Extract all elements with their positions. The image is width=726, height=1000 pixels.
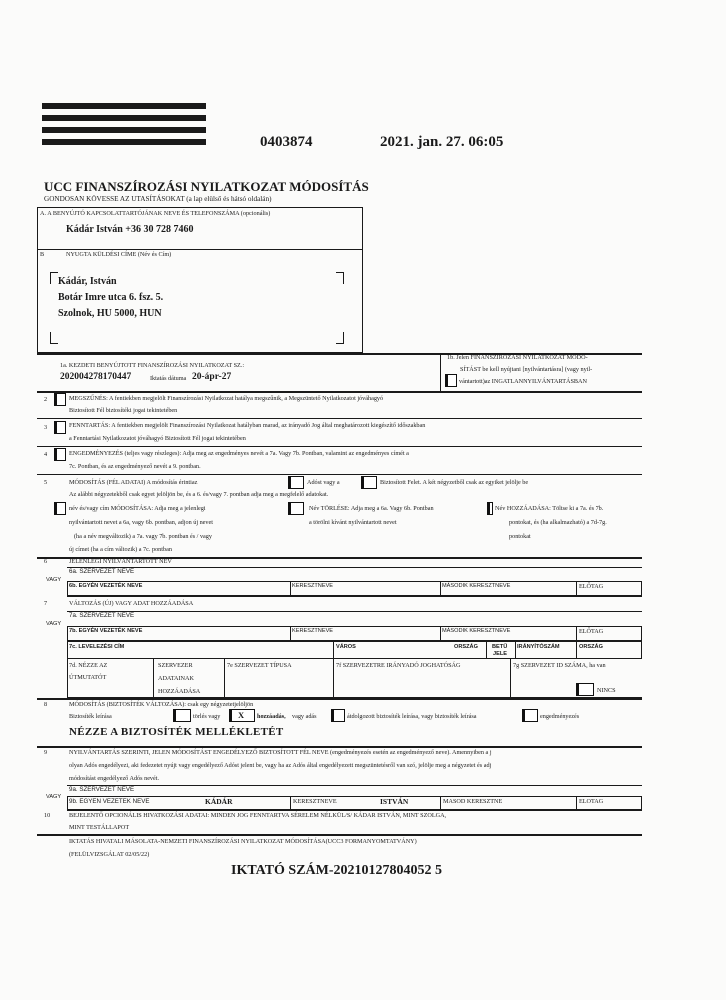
assignment-checkbox[interactable] — [54, 448, 66, 461]
sec-3-num: 3 — [44, 424, 48, 431]
initial-statement-number[interactable]: 202004278170447 — [60, 372, 132, 382]
sec-9-line3: módosítást engedélyező Adós nevét. — [69, 775, 160, 782]
debtor-label: Adóst vagy a — [307, 479, 340, 486]
sec-8-title: MÓDOSÍTÁS (BIZTOSÍTÉK VÁLTOZÁSA): csak egy négyzetetjelöljön — [69, 701, 254, 708]
redaction-bar — [42, 127, 206, 133]
sec-6b-label: 6b. EGYÉN VEZETÉK NEVE — [69, 583, 143, 589]
sec-5-col2-line1: Név TÖRLÉSE: Adja meg a 6a. Vagy 6b. Pontban — [309, 505, 434, 512]
collateral-add-mark: X — [238, 710, 245, 720]
collateral-restate-checkbox[interactable] — [331, 709, 345, 722]
change-name-address-checkbox[interactable] — [54, 502, 66, 515]
sec-7b-label: 7b. EGYÉN VEZETÉK NEVE — [69, 628, 143, 634]
secured-party-label: Biztosított Felet. A két négyzetből csak az egyiket jelölje be — [380, 479, 529, 486]
document-number: 0403874 — [260, 134, 313, 150]
sec-5-col3-line2: pontokat, és (ha alkalmazható) a 7d-7g. — [509, 519, 607, 526]
sec-6-first-label: KERESZTNEVE — [292, 583, 334, 589]
sec-9b-label: 9b. EGYEN VEZETEK NEVE — [69, 798, 150, 805]
divider — [224, 659, 225, 698]
sec-9a-label: 9a. SZERVEZET NEVE — [69, 786, 135, 793]
divider — [440, 353, 441, 391]
country2-label: ORSZÁG — [579, 644, 603, 650]
sec-9-line2: olyan Adós engedélyezi, aki fedezetet nyújt vagy engedélyező Adóst jelent be, vagy ha az Adós által engedélyezett megszüntetésről van szó, jelölje meg a négyzetet és adj — [69, 762, 492, 769]
sec-1a-label: 1a. KEZDETI BENYÚJTOTT FINANSZÍROZÁSI NYILATKOZAT SZ.: — [60, 362, 245, 369]
divider — [37, 418, 642, 419]
document-datetime: 2021. jan. 27. 06:05 — [380, 134, 504, 150]
collateral-desc-label: Biztosíték leírása — [69, 713, 112, 720]
first-name-value[interactable]: ISTVÁN — [380, 797, 409, 806]
sec-4-line1: ENGEDMÉNYEZÉS (teljes vagy részleges): Adja meg az engedményes nevét a 7a. Vagy 7b. Pontban, valamint az engedményes címét a — [69, 450, 409, 457]
divider — [67, 567, 642, 568]
address-bracket — [50, 332, 58, 344]
divider — [576, 796, 577, 811]
address-line-2[interactable]: Botár Imre utca 6. fsz. 5. — [58, 292, 164, 303]
filing-date[interactable]: 20-ápr-27 — [192, 372, 232, 382]
divider — [37, 698, 642, 700]
real-estate-checkbox[interactable] — [445, 374, 457, 387]
redaction-bar — [42, 115, 206, 121]
code-label-2: JELE — [493, 651, 507, 657]
sec-10-line2: MINT TESTÁLLAPOT — [69, 824, 130, 831]
sec-9-line1: NYILVÁNTARTÁS SZERINTI, JELEN MÓDOSÍTÁST ENGEDÉLYEZŐ BIZTOSÍTOTT FÉL NEVE (engedményezés esetén az engedményező neve). Amennyiben a j — [69, 749, 492, 756]
none-checkbox[interactable] — [576, 683, 594, 696]
sec-7e-line1: SZERVEZER — [158, 662, 193, 669]
divider — [67, 611, 642, 612]
sec-7-middle-label: MÁSODIK KERESZTNEVE — [442, 628, 511, 634]
divider — [576, 581, 577, 597]
sec-2-line1: MEGSZŰNÉS: A fentiekben megjelölt Finanszírozási Nyilatkozat hatálya megszűnik, a Megszüntető Nyilatkozatot jóváhagyó — [69, 395, 384, 402]
delete-name-checkbox[interactable] — [288, 502, 304, 515]
filing-number: IKTATÓ SZÁM-20210127804052 5 — [231, 863, 443, 878]
contact-name-phone[interactable]: Kádár István +36 30 728 7460 — [66, 224, 194, 235]
collateral-assign-label: engedményezés — [540, 713, 580, 720]
sec-7a-label: 7a. SZERVEZET NEVE — [69, 612, 135, 619]
sec-5-col3-line3: pontokat — [509, 533, 531, 540]
sec-6a-label: 6a. SZERVEZET NEVE — [69, 568, 135, 575]
sec-7e-line3: HOZZÁADÁSA — [158, 688, 201, 695]
sec-5-col1-line1: név és/vagy cím MÓDOSÍTÁSA: Adja meg a jelenlegi — [69, 505, 206, 512]
sec-7f-label: 7f SZERVEZETRE IRÁNYADÓ JOGHATÓSÁG — [336, 662, 461, 669]
debtor-checkbox[interactable] — [288, 476, 304, 489]
divider — [440, 581, 441, 597]
divider — [153, 659, 154, 698]
sec-9-first-label: KERESZTNEVE — [293, 798, 337, 805]
last-name-value[interactable]: KÁDÁR — [205, 797, 233, 806]
sec-7g-label: 7g SZERVEZET ID SZÁMA, ha van — [513, 662, 606, 669]
sec-9-suffix-label: ELOTAG — [579, 798, 604, 805]
collateral-or-label: vagy adás — [292, 713, 317, 720]
zip-label: IRÁNYÍTÓSZÁM — [517, 644, 560, 650]
sec-5-intro: MÓDOSÍTÁS (FÉL ADATAI) A módosítás érintiaz — [69, 479, 198, 486]
sec-10-line1: BEJELENTŐ OPCIONÁLIS HIVATKOZÁSI ADATAI: MINDEN JOG FENNTARTVA SÉRELEM NÉLKÜL/S/ KÁDAR ISTVÁN, MINT SZOLGA, — [69, 812, 447, 819]
sec-7e-type-label: 7e SZERVEZET TÍPUSA — [227, 662, 292, 669]
divider — [576, 642, 577, 659]
sec-4-num: 4 — [44, 451, 48, 458]
sec-4-line2: 7c. Pontban, és az engedményező nevét a 9. pontban. — [69, 463, 201, 470]
sec-3-line2: a Fenntartási Nyilatkozatot jóváhagyó Biztosított Fél jogai tekintetében — [69, 435, 246, 442]
individual-name-row — [67, 626, 642, 642]
sec-5-instruction: Az alábbi négyzetekből csak egyet jelöljön be, és a 6. és/vagy 7. pontban adja meg a megfelelő adatokat. — [69, 491, 329, 498]
sec-3-line1: FENNTARTÁS: A fentiekben megjelölt Finanszírozási Nyilatkozat hatályban marad, az irányadó Jog által meghatározott kiegészítő időszakban — [69, 422, 426, 429]
sec-1b-line2: SÍTÁST be kell nyújtani [nyilvántartásra] (vagy nyil- — [460, 366, 593, 373]
code-label-1: BETŰ — [492, 644, 508, 650]
address-line-3[interactable]: Szolnok, HU 5000, HUN — [58, 308, 162, 319]
divider — [37, 391, 642, 393]
address-line-1[interactable]: Kádár, István — [58, 276, 117, 287]
sec-7c-label: 7c. LEVELEZÉSI CÍM — [69, 644, 125, 650]
sec-8-num: 8 — [44, 701, 48, 708]
divider — [290, 796, 291, 811]
sec-7-title: VÁLTOZÁS (ÚJ) VAGY ADAT HOZZÁADÁSA — [69, 600, 194, 607]
divider — [486, 642, 487, 659]
collateral-restate-label: átdolgozott biztosíték leírása, vagy biztosíték leírása — [347, 713, 477, 720]
sec-7-suffix-label: ELŐTAG — [579, 628, 604, 635]
sec-7-first-label: KERESZTNEVE — [292, 628, 334, 634]
sec-10-num: 10 — [44, 812, 51, 819]
form-title: UCC FINANSZÍROZÁSI NYILATKOZAT MÓDOSÍTÁS — [44, 179, 369, 194]
sec-5-col3-line1: Név HOZZÁADÁSA: Töltse ki a 7a. és 7b. — [495, 505, 604, 512]
address-bracket — [50, 272, 58, 284]
divider — [290, 581, 291, 597]
sec-7-vagy: VAGY — [46, 621, 62, 627]
sec-5-col1-line2: nyilvántartott nevet a 6a, vagy 6b. pontban, adjon új nevet — [69, 519, 213, 526]
sec-2-num: 2 — [44, 396, 48, 403]
secured-party-checkbox[interactable] — [361, 476, 377, 489]
collateral-delete-label: törlés vagy — [193, 713, 221, 720]
sec-5-col1-line4: új címet (ha a cím változik) a 7c. pontban — [69, 546, 172, 553]
sec-6-num: 6 — [44, 558, 48, 565]
collateral-add-label: hozzáadás, — [257, 713, 286, 720]
footer-line2: (FELÜLVIZSGÁLAT 02/05/22) — [69, 851, 150, 858]
divider — [440, 626, 441, 642]
sec-6-vagy: VAGY — [46, 577, 62, 583]
divider — [290, 626, 291, 642]
divider — [37, 249, 363, 250]
sec-6-middle-label: MÁSODIK KERESZTNEVE — [442, 583, 511, 589]
sec-9-middle-label: MASOD KERESZTNE — [443, 798, 503, 805]
address-bracket — [336, 272, 344, 284]
collateral-note[interactable]: NÉZZE A BIZTOSÍTÉK MELLÉKLETÉT — [69, 726, 284, 738]
address-bracket — [336, 332, 344, 344]
divider — [510, 659, 511, 698]
continuation-checkbox[interactable] — [54, 421, 66, 434]
sec-6-suffix-label: ELŐTAG — [579, 583, 604, 590]
sec-9-vagy: VAGY — [46, 794, 62, 800]
country-label: ORSZÁG — [454, 644, 478, 650]
divider — [37, 474, 642, 475]
sec-7-num: 7 — [44, 600, 48, 607]
add-name-checkbox[interactable] — [487, 502, 493, 515]
footer-line1: IKTATÁS HIVATALI MÁSOLATA-NEMZETI FINANSZÍROZÁSI NYILATKOZAT MÓDOSÍTÁSA(UCC3 FORMANYOMTATVÁNY) — [69, 838, 417, 845]
sec-b-label: NYUGTA KÜLDÉSI CÍME (Név és Cím) — [66, 251, 172, 258]
filing-date-label: Iktatás dátuma — [150, 375, 187, 382]
sec-1b-line3: vántartott)az INGATLANNYILVÁNTARTÁSBAN — [459, 378, 587, 385]
redaction-bar — [42, 139, 206, 145]
divider — [333, 659, 334, 698]
form-subtitle: GONDOSAN KÖVESSE AZ UTASÍTÁSOKAT (a lap elülső és hátsó oldalán) — [44, 195, 272, 203]
individual-name-row — [67, 581, 642, 597]
sec-5-col2-line2: a törölni kívánt nyilvántartott nevet — [309, 519, 397, 526]
divider — [440, 796, 441, 811]
divider — [37, 446, 642, 447]
termination-checkbox[interactable] — [54, 393, 66, 406]
sec-5-col1-line3: (ha a név megváltozik) a 7a. vagy 7b. pontban és / vagy — [74, 533, 212, 540]
divider — [576, 626, 577, 642]
divider — [37, 834, 642, 836]
collateral-assign-checkbox[interactable] — [522, 709, 538, 722]
sec-6-title: JELENLEGI NYILVÁNTARTOTT NÉV — [69, 558, 172, 565]
sec-7e-line2: ADATAINAK — [158, 675, 194, 682]
sec-9-num: 9 — [44, 749, 48, 756]
divider — [67, 785, 642, 786]
collateral-delete-checkbox[interactable] — [173, 709, 191, 722]
sec-a-label: A. A BENYÚJTÓ KAPCSOLATTARTÓJÁNAK NEVE ÉS TELEFONSZÁMA (opcionális) — [40, 210, 271, 217]
sec-7d-line2: ÚTMUTATÓT — [69, 674, 107, 681]
sec-1b-line1: 1b. Jelen FINANSZÍROZÁSI NYILATKOZAT MÓDO- — [447, 354, 588, 361]
sec-b-letter: B — [40, 251, 45, 258]
divider — [37, 746, 642, 748]
sec-2-line2: Biztosított Fél biztosítéki jogai tekintetében — [69, 407, 178, 414]
redaction-bar — [42, 103, 206, 109]
none-label: NINCS — [597, 687, 616, 694]
sec-7d-line1: 7d. NÉZZE AZ — [69, 662, 108, 669]
city-label: VÁROS — [336, 644, 356, 650]
sec-5-num: 5 — [44, 479, 48, 486]
divider — [515, 642, 516, 659]
individual-name-row — [67, 796, 642, 811]
divider — [333, 642, 334, 659]
